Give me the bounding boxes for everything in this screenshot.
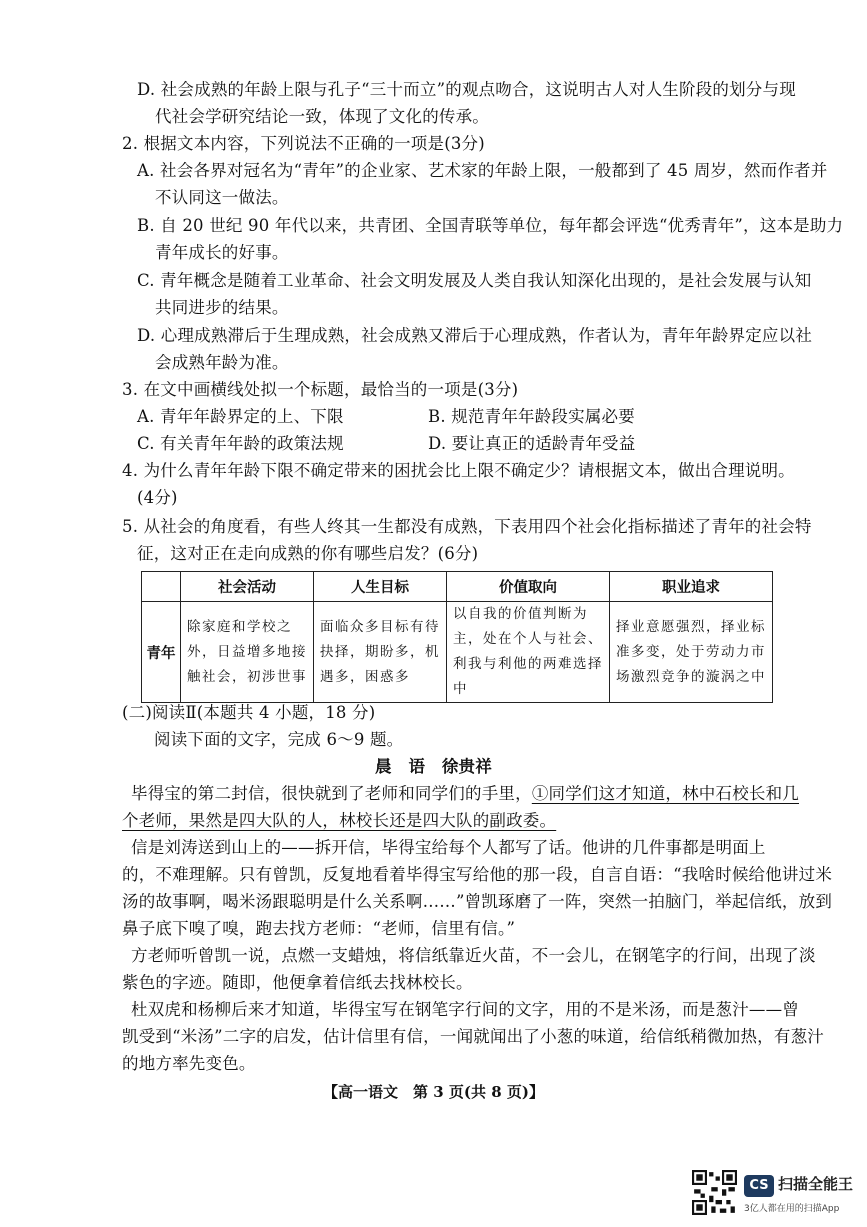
- cell-text: 以自我的价值判断为主，处在个人与社会、利我与利他的两难选择中: [453, 606, 603, 697]
- question-4-line1: 4. 为什么青年年龄下限不确定带来的困扰会比上限不确定少？请根据文本，做出合理说明。: [122, 461, 795, 480]
- q2-option-b-line1: B. 自 20 世纪 90 年代以来，共青团、全国青联等单位，每年都会评选“优秀青年”，这本是助力: [137, 216, 844, 235]
- passage-p4-line3: 的地方率先变色。: [122, 1054, 256, 1073]
- table-row: [142, 602, 773, 703]
- passage-p3-line2: 紫色的字迹。随即，他便拿着信纸去找林校长。: [122, 973, 473, 992]
- question-2: 2. 根据文本内容，下列说法不正确的一项是(3分): [122, 134, 485, 153]
- q3-option-c: C. 有关青年年龄的政策法规: [137, 434, 344, 453]
- passage-p1-line2: [122, 808, 556, 834]
- passage-title: 晨 语 徐贵祥: [375, 757, 492, 776]
- table-corner: [142, 572, 181, 602]
- q2-option-d-line2: 会成熟年龄为准。: [155, 353, 289, 372]
- table-cell: [314, 602, 447, 703]
- passage-p2-line3: 汤的故事啊，喝米汤跟聪明是什么关系啊……”曾凯琢磨了一阵，突然一拍脑门，举起信纸，放到: [122, 892, 833, 911]
- table-header: 职业追求: [610, 572, 773, 602]
- scanner-tagline: 3亿人都在用的扫描App: [744, 1204, 840, 1214]
- q2-option-c-line2: 共同进步的结果。: [155, 298, 289, 317]
- table-cell: [181, 602, 314, 703]
- q2-option-a-line2: 不认同这一做法。: [155, 188, 289, 207]
- passage-p1-line1: [131, 781, 799, 807]
- scanner-brand-name: 扫描全能王: [778, 1175, 854, 1193]
- underlined-sentence: 个老师，果然是四大队的人，林校长还是四大队的副政委。: [122, 811, 557, 830]
- passage-p4-line1: 杜双虎和杨柳后来才知道，毕得宝写在钢笔字行间的文字，用的不是米汤，而是葱汁——曾: [131, 1000, 799, 1019]
- table-header-row: [142, 572, 773, 602]
- cell-text: 除家庭和学校之外，日益增多地接触社会，初涉世事: [187, 618, 307, 685]
- table-cell: [610, 602, 773, 703]
- question-4-line2: (4分): [137, 488, 178, 507]
- passage-p2-line2: 的，不难理解。只有曾凯，反复地看着毕得宝写给他的那一段，自言自语：“我啥时候给他讲过米: [122, 865, 833, 884]
- question-5-line1: 5. 从社会的角度看，有些人终其一生都没有成熟，下表用四个社会化指标描述了青年的社会特: [122, 517, 812, 536]
- qr-code-icon: [692, 1170, 737, 1215]
- q3-option-d: D. 要让真正的适龄青年受益: [428, 434, 636, 453]
- q2-option-d-line1: D. 心理成熟滞后于生理成熟，社会成熟又滞后于心理成熟，作者认为，青年年龄界定应以社: [137, 326, 813, 345]
- underlined-sentence: ①同学们这才知道，林中石校长和几: [531, 784, 800, 803]
- passage-p2-line4: 鼻子底下嗅了嗅，跑去找方老师：“老师，信里有信。”: [122, 919, 516, 938]
- section-heading-reading-2: (二)阅读Ⅱ(本题共 4 小题，18 分): [122, 703, 376, 722]
- q3-option-a: A. 青年年龄界定的上、下限: [137, 407, 344, 426]
- youth-indicator-table: [141, 571, 773, 703]
- table-header: 社会活动: [181, 572, 314, 602]
- q2-option-c-line1: C. 青年概念是随着工业革命、社会文明发展及人类自我认知深化出现的，是社会发展与认知: [137, 271, 812, 290]
- passage-p4-line2: 凯受到“米汤”二字的启发，估计信里有信，一闻就闻出了小葱的味道，给信纸稍微加热，有葱汁: [122, 1027, 824, 1046]
- q1-option-d-line2: 代社会学研究结论一致，体现了文化的传承。: [155, 107, 489, 126]
- q1-option-d-line1: D. 社会成熟的年龄上限与孔子“三十而立”的观点吻合，这说明古人对人生阶段的划分与现: [137, 80, 796, 99]
- table-cell: [447, 602, 610, 703]
- cell-text: 择业意愿强烈，择业标准多变，处于劳动力市场激烈竞争的漩涡之中: [616, 618, 766, 685]
- passage-p3-line1: 方老师听曾凯一说，点燃一支蜡烛，将信纸靠近火苗，不一会儿，在钢笔字的行间，出现了淡: [131, 946, 816, 965]
- reading-instruction: 阅读下面的文字，完成 6～9 题。: [154, 730, 404, 749]
- q3-option-b: B. 规范青年年龄段实属必要: [428, 407, 635, 426]
- question-5-line2: 征，这对正在走向成熟的你有哪些启发？(6分): [137, 544, 479, 563]
- page-footer: 【高一语文 第 3 页(共 8 页)】: [323, 1083, 544, 1101]
- passage-p2-line1: 信是刘涛送到山上的——拆开信，毕得宝给每个人都写了话。他讲的几件事都是明面上: [131, 838, 766, 857]
- passage-text: 毕得宝的第二封信，很快就到了老师和同学们的手里，: [131, 784, 532, 803]
- scanner-logo-icon: CS: [744, 1175, 774, 1197]
- table-header: 人生目标: [314, 572, 447, 602]
- q2-option-a-line1: A. 社会各界对冠名为“青年”的企业家、艺术家的年龄上限，一般都到了 45 周岁，然而作者并: [137, 161, 828, 180]
- q2-option-b-line2: 青年成长的好事。: [155, 243, 289, 262]
- table-row-label: 青年: [142, 602, 181, 703]
- question-3: 3. 在文中画横线处拟一个标题，最恰当的一项是(3分): [122, 380, 519, 399]
- cell-text: 面临众多目标有待抉择，期盼多，机遇多，困惑多: [320, 618, 440, 685]
- table-header: 价值取向: [447, 572, 610, 602]
